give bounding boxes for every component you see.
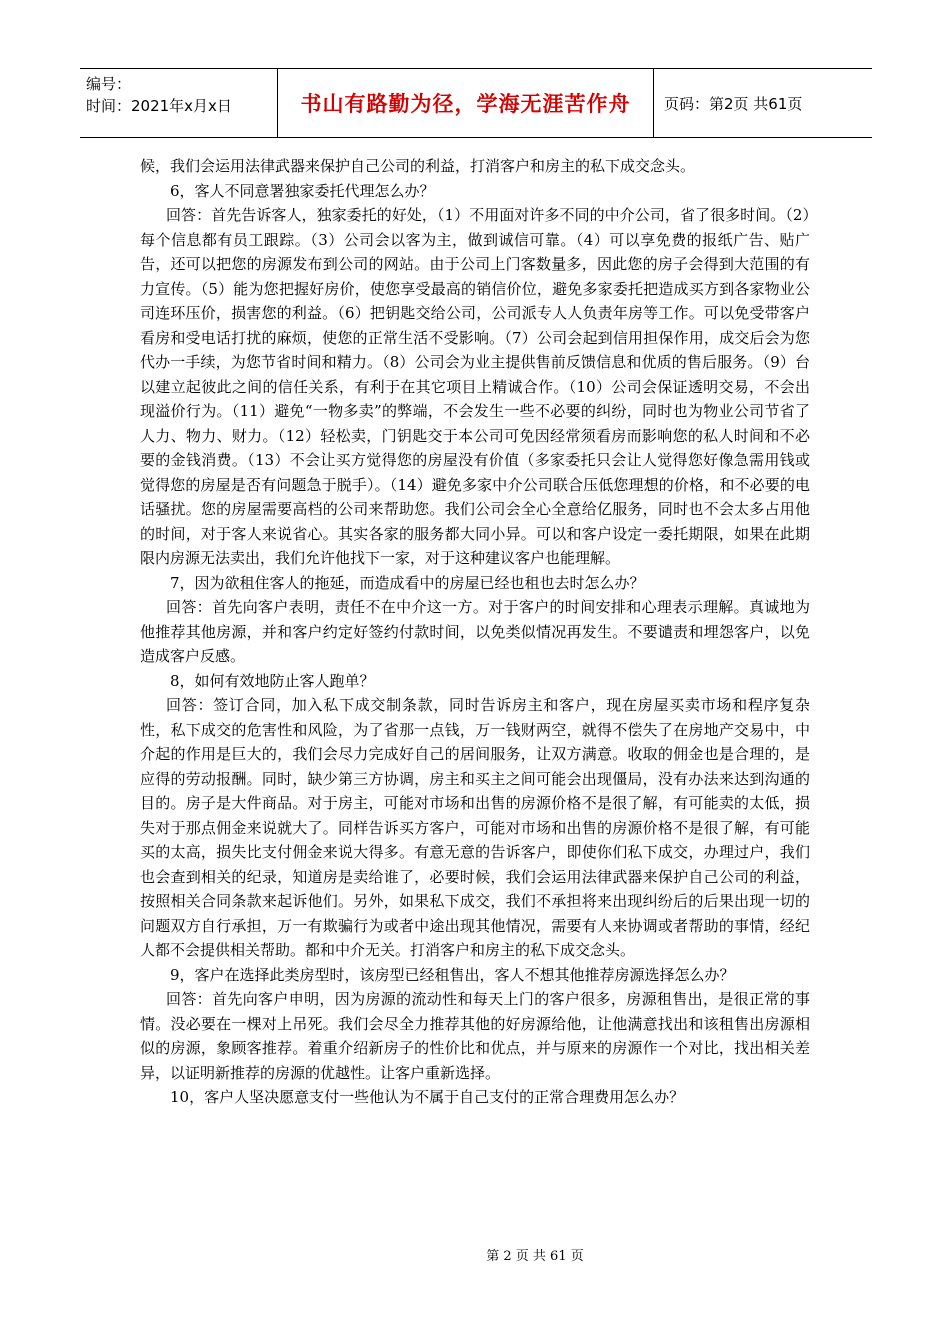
answer-paragraph: 回答：首先告诉客人，独家委托的好处，（1）不用面对许多不同的中介公司，省了很多时间。（2）每个信息都有员工跟踪。（3）公司会以客为主，做到诚信可靠。（4）可以享免费的报纸广告、贴广告，还可以把您的房源发布到公司的网站。由于公司上门客数量多，因此您的房子会得到大范围的有力宣传。（5）能为您把握好房价，使您享受最高的销信价位，避免多家委托把造成买方到各家物业公司连环压价，损害您的利益。（6）把钥匙交给公司，公司派专人人负责年房等工作。可以免受带客户看房和受电话打扰的麻烦，使您的正常生活不受影响。（7）公司会起到信用担保作用，成交后会为您代办一手续，为您节省时间和精力。（8）公司会为业主提供售前反馈信息和优质的售后服务。（9）台以建立起彼此之间的信任关系，有利于在其它项目上精诚合作。（10）公司会保证透明交易，不会出现溢价行为。（11）避免“一物多卖”的弊端，不会发生一些不必要的纠纷，同时也为物业公司节省了人力、物力、财力。（12）轻松卖，门钥匙交于本公司可免因经常须看房而影响您的私人时间和不必要的金钱消费。（13）不会让买方觉得您的房屋没有价值（多家委托只会让人觉得您好像急需用钱或觉得您的房屋是否有问题急于脱手）。（14）避免多家中介公司联合压低您理想的价格，和不必要的电话骚扰。您的房屋需要高档的公司来帮助您。我们公司会全心全意给亿服务，同时也不会太多占用他的时间，对于客人来说省心。其实各家的服务都大同小异。可以和客户设定一委托期限，如果在此期限内房源无法卖出，我们允许他找下一家，对于这种建议客户也能理解。 — [140, 206, 810, 567]
document-body — [140, 154, 810, 1110]
header-motto: 书山有路勤为径，学海无涯苦作舟 — [278, 69, 654, 137]
header-meta — [80, 69, 278, 137]
question-heading: 7，因为欲租住客人的拖延，而造成看中的房屋已经也租也去时怎么办？ — [170, 573, 645, 592]
page-footer: 第 2 页 共 61 页 — [486, 1249, 584, 1264]
question-heading: 9，客户在选择此类房型时，该房型已经租售出，客人不想其他推荐房源选择怎么办？ — [170, 965, 735, 984]
doc-number-label: 编号： — [86, 75, 132, 93]
answer-paragraph: 回答：首先向客户表明，责任不在中介这一方。对于客户的时间安排和心理表示理解。真诚地为他推荐其他房源，并和客户约定好签约付款时间，以免类似情况再发生。不要谴责和埋怨客户，以免造成客户反感。 — [140, 598, 810, 665]
paragraph: 候，我们会运用法律武器来保护自己公司的利益，打消客户和房主的私下成交念头。 — [140, 157, 696, 175]
answer-paragraph: 回答：首先向客户申明，因为房源的流动性和每天上门的客户很多，房源租售出，是很正常的事情。没必要在一棵对上吊死。我们会尽全力推荐其他的好房源给他，让他满意找出和该租售出房源相似的房源，象顾客推荐。着重介绍新房子的性价比和优点，并与原来的房源作一个对比，找出相关差异，以证明新推荐的房源的优越性。让客户重新选择。 — [140, 990, 810, 1082]
question-heading: 8，如何有效地防止客人跑单？ — [170, 671, 375, 690]
question-heading: 10，客户人坚决愿意支付一些他认为不属于自己支付的正常合理费用怎么办？ — [170, 1088, 685, 1106]
question-heading: 6，客人不同意署独家委托代理怎么办？ — [170, 181, 435, 200]
header-page-info: 页码：第2页 共61页 — [664, 94, 803, 113]
answer-paragraph: 回答：签订合同，加入私下成交制条款，同时告诉房主和客户，现在房屋买卖市场和程序复杂性，私下成交的危害性和风险，为了省那一点钱，万一钱财两空，就得不偿失了在房地产交易中，中介起的作用是巨大的，我们会尽力完成好自己的居间服务，让双方满意。收取的佣金也是合理的，是应得的劳动报酬。同时，缺少第三方协调，房主和买主之间可能会出现僵局，没有办法来达到沟通的目的。房子是大件商品。对于房主，可能对市场和出售的房源价格不是很了解，有可能卖的太低，损失对于那点佣金来说就大了。同样告诉买方客户，可能对市场和出售的房源价格不是很了解，有可能买的太高，损失比支付佣金来说大得多。有意无意的告诉客户，即使你们私下成交，办理过户，我们也会查到相关的纪录，知道房是卖给谁了，必要时候，我们会运用法律武器来保护自己公司的利益，按照相关合同条款来起诉他们。另外，如果私下成交，我们不承担将来出现纠纷后的后果出现一切的问题双方自行承担，万一有欺骗行为或者中途出现其他情况，需要有人来协调或者帮助的事情，经纪人都不会提供相关帮助。都和中介无关。打消客户和房主的私下成交念头。 — [140, 696, 810, 959]
doc-date-label: 时间：2021年x月x日 — [86, 97, 232, 115]
page-header — [80, 68, 872, 138]
